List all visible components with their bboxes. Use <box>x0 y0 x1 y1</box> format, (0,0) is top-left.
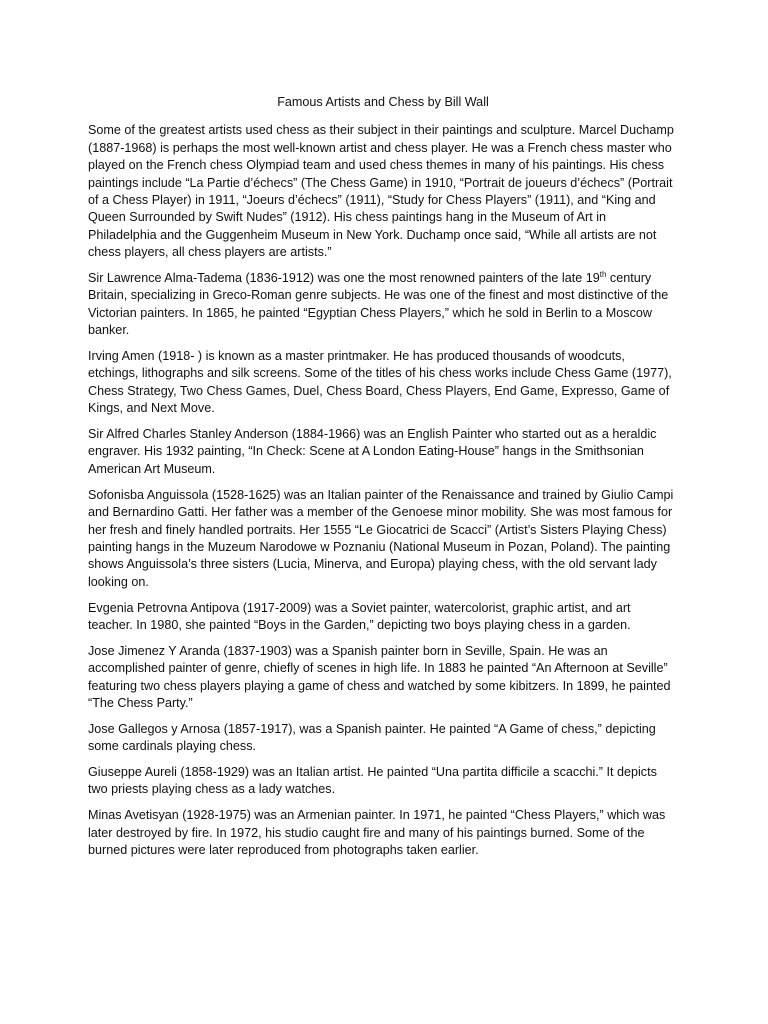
paragraph-arnosa: Jose Gallegos y Arnosa (1857-1917), was a Spanish painter. He painted “A Game of chess,” depicting some cardinals playing chess. <box>88 721 656 754</box>
paragraph-alma-tadema-text: Sir Lawrence Alma-Tadema (1836-1912) was one the most renowned painters of the late 19 <box>88 271 600 286</box>
ordinal-suffix: th <box>599 270 607 280</box>
paragraph-anguissola: Sofonisba Anguissola (1528-1625) was an Italian painter of the Renaissance and trained by Giulio Campi and Bernardino Gatti. Her father was a member of the Genoese minor mobility. She was most famous for her fresh and finely handled portraits. Her 1555 “Le Giocatrici de Scacci” (Artist’s Sisters Playing Chess) painting hangs in the Muzeum Narodowe w Poznaniu (National Museum in Pozan, Poland). The painting shows Anguissola’s three sisters (Lucia, Minerva, and Europa) playing chess, with the old servant lady looking on. <box>88 487 674 589</box>
document-body <box>88 94 678 868</box>
paragraph-duchamp: Some of the greatest artists used chess as their subject in their paintings and sculpture. Marcel Duchamp (1887-1968) is perhaps the most well-known artist and chess player. He was a French chess master who played on the French chess Olympiad team and used chess themes in many of his paintings. His chess paintings include “La Partie d’échecs” (The Chess Game) in 1910, “Portrait de joueurs d’échecs” (Portrait of a Chess Player) in 1911, “Joeurs d’échecs” (1911), “Study for Chess Players” (1911), and “King and Queen Surrounded by Swift Nudes” (1912). His chess paintings hang in the Museum of Art in Philadelphia and the Guggenheim Museum in New York. Duchamp once said, “While all artists are not chess players, all chess players are artists.” <box>88 123 674 260</box>
paragraph-avetisyan: Minas Avetisyan (1928-1975) was an Armenian painter. In 1971, he painted “Chess Players,” which was later destroyed by fire. In 1972, his studio caught fire and many of his paintings burned. Some of the burned pictures were later reproduced from photographs taken earlier. <box>88 808 666 857</box>
paragraph-antipova: Evgenia Petrovna Antipova (1917-2009) was a Soviet painter, watercolorist, graphic artist, and art teacher. In 1980, she painted “Boys in the Garden,” depicting two boys playing chess in a garden. <box>88 600 631 632</box>
paragraph-alma-tadema-text-rest: century Britain, specializing in Greco-Roman genre subjects. He was one of the finest and most distinctive of the Victorian painters. In 1865, he painted “Egyptian Chess Players,” which he sold in Berlin to a Moscow banker. <box>88 271 669 338</box>
paragraph-aureli: Giuseppe Aureli (1858-1929) was an Italian artist. He painted “Una partita difficile a scacchi.” It depicts two priests playing chess as a lady watches. <box>88 764 657 797</box>
document-title: Famous Artists and Chess by Bill Wall <box>277 95 489 109</box>
paragraph-anderson: Sir Alfred Charles Stanley Anderson (1884-1966) was an English Painter who started out as a heraldic engraver. His 1932 painting, “In Check: Scene at A London Eating-House” hangs in the Smithsonian American Art Museum. <box>88 427 657 476</box>
paragraph-aranda: Jose Jimenez Y Aranda (1837-1903) was a Spanish painter born in Seville, Spain. He was an accomplished painter of genre, chiefly of scenes in high life. In 1883 he painted “An Afternoon at Seville” featuring two chess players playing a game of chess and watched by some kibitzers. In 1899, he painted “The Chess Party.” <box>88 643 671 710</box>
paragraph-alma-tadema <box>88 270 678 340</box>
paragraph-amen: Irving Amen (1918- ) is known as a master printmaker. He has produced thousands of woodcuts, etchings, lithographs and silk screens. Some of the titles of his chess works include Chess Game (1977), Chess Strategy, Two Chess Games, Duel, Chess Board, Chess Players, End Game, Expresso, Game of Kings, and Next Move. <box>88 349 672 416</box>
